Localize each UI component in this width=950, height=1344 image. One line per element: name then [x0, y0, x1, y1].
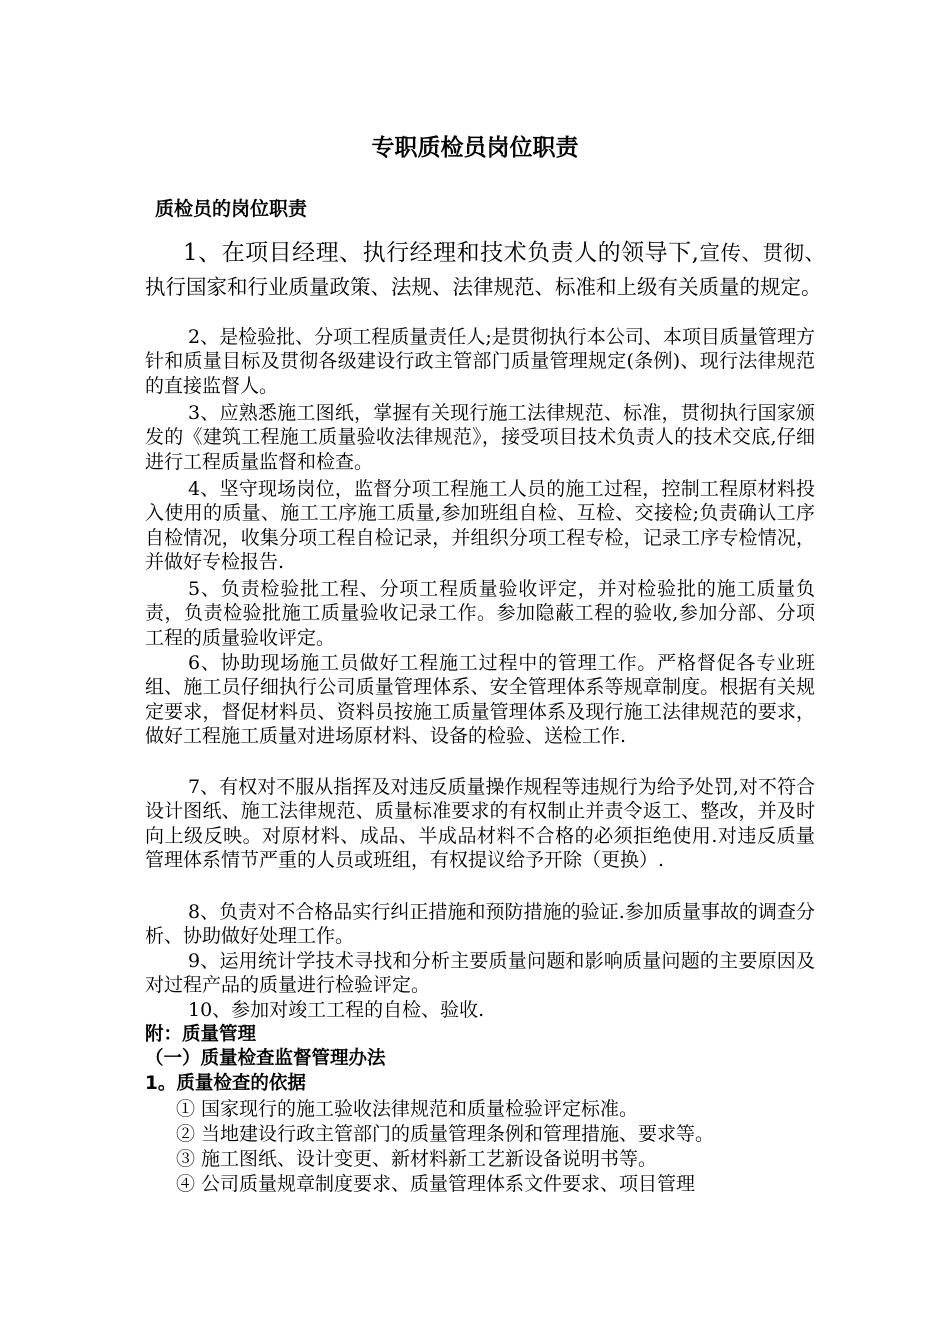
duty-paragraph-2: 2、是检验批、分项工程质量责任人;是贯彻执行本公司、本项目质量管理方针和质量目标及贯彻各级建设行政主管部门质量管理规定(条例)、现行法律规范的直接监督人。	[145, 326, 815, 397]
duty-paragraph-4: 4、坚守现场岗位，监督分项工程施工人员的施工过程，控制工程原材料投入使用的质量、施工工序施工质量,参加班组自检、互检、交接检;负责确认工序自检情况，收集分项工程自检记录，并组织分项工程专检，记录工序专检情况，并做好专检报告.	[145, 478, 815, 573]
duty-paragraph-1	[145, 236, 825, 304]
duty-paragraph-6: 6、协助现场施工员做好工程施工过程中的管理工作。严格督促各专业班组、施工员仔细执行公司质量管理体系、安全管理体系等规章制度。根据有关规定要求，督促材料员、资料员按施工质量管理体系及现行施工法律规范的要求，做好工程施工质量对进场原材料、设备的检验、送检工作.	[145, 652, 815, 747]
document-title: 专职质检员岗位职责	[371, 135, 579, 161]
duty-paragraph-7: 7、有权对不服从指挥及对违反质量操作规程等违规行为给予处罚,对不符合设计图纸、施工法律规范、质量标准要求的有权制止并责令返工、整改，并及时向上级反映。对原材料、成品、半成品材料不合格的必须拒绝使用.对违反质量管理体系情节严重的人员或班组，有权提议给予开除（更换）.	[145, 776, 815, 871]
duty-paragraph-10: 10、参加对竣工工程的自检、验收.	[188, 999, 485, 1021]
duty-paragraph-8: 8、负责对不合格品实行纠正措施和预防措施的验证.参加质量事故的调查分析、协助做好处理工作。	[145, 901, 815, 948]
section-subtitle: 质检员的岗位职责	[155, 198, 308, 220]
basis-list-item: ③ 施工图纸、设计变更、新材料新工艺新设备说明书等。	[176, 1148, 658, 1170]
appendix-section-heading: （一）质量检查监督管理办法	[145, 1048, 386, 1069]
duty-paragraph-1-rest: 宣传、贯彻、执行国家和行业质量政策、法规、法律规范、标准和上级有关质量的规定。	[145, 241, 825, 299]
appendix-heading: 附：质量管理	[145, 1024, 257, 1045]
basis-list-item: ④ 公司质量规章制度要求、质量管理体系文件要求、项目管理	[176, 1173, 696, 1195]
duty-paragraph-9: 9、运用统计学技术寻找和分析主要质量问题和影响质量问题的主要原因及对过程产品的质量进行检验评定。	[145, 950, 815, 997]
basis-list-item: ① 国家现行的施工验收法律规范和质量检验评定标准。	[176, 1098, 639, 1120]
appendix-subsection-heading: 1。质量检查的依据	[145, 1073, 306, 1094]
duty-paragraph-3: 3、应熟悉施工图纸，掌握有关现行施工法律规范、标准，贯彻执行国家颁发的《建筑工程施工质量验收法律规范》，接受项目技术负责人的技术交底,仔细进行工程质量监督和检查。	[145, 402, 815, 473]
basis-list-item: ② 当地建设行政主管部门的质量管理条例和管理措施、要求等。	[176, 1123, 715, 1145]
duty-paragraph-1-lead: 1、在项目经理、执行经理和技术负责人的领导下,	[183, 240, 699, 266]
duty-paragraph-5: 5、负责检验批工程、分项工程质量验收评定，并对检验批的施工质量负责，负责检验批施工质量验收记录工作。参加隐蔽工程的验收,参加分部、分项工程的质量验收评定。	[145, 578, 815, 649]
